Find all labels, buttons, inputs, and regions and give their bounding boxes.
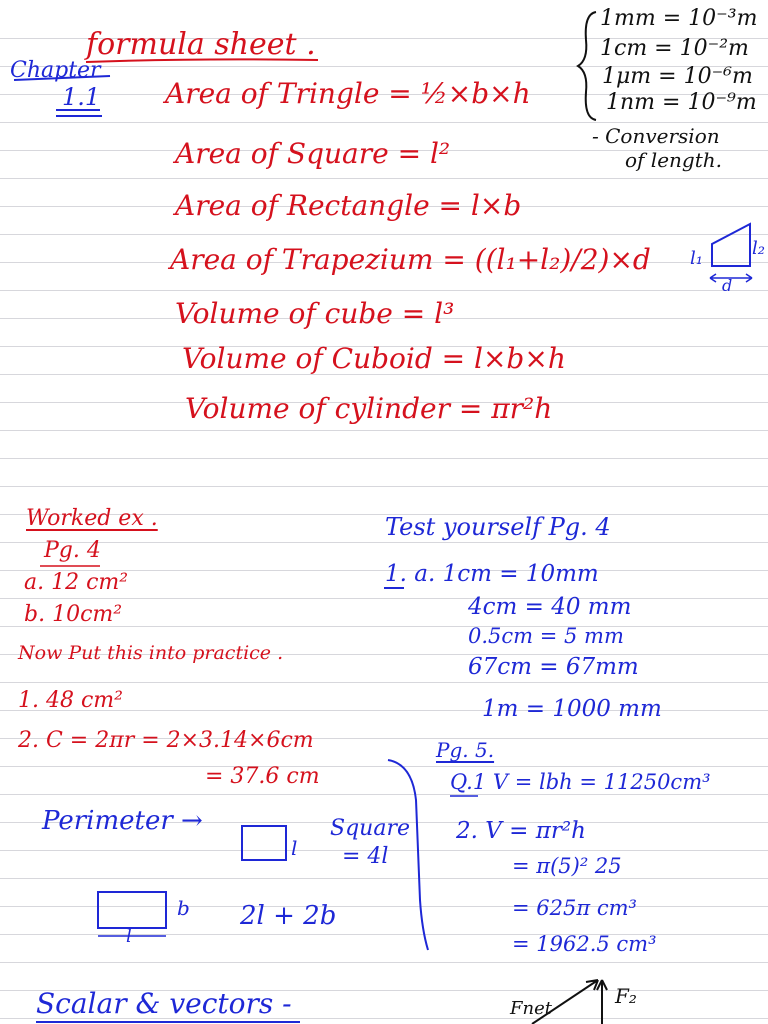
vector-f2-arrow-icon: [597, 980, 607, 1024]
conversion-nm: 1nm = 10⁻⁹m: [606, 90, 757, 115]
rectangle-formula: 2l + 2b: [240, 901, 337, 931]
square-formula: = 4l: [342, 844, 389, 869]
test-item-5: 1m = 1000 mm: [482, 696, 662, 722]
conversion-cm: 1cm = 10⁻²m: [600, 36, 749, 61]
practice-answer-2: 2. C = 2πr = 2×3.14×6cm: [18, 728, 314, 753]
formula-cuboid: Volume of Cuboid = l×b×h: [182, 342, 566, 375]
pg5-brace: [388, 760, 428, 950]
page-title: formula sheet .: [86, 27, 316, 62]
conversion-mm: 1mm = 10⁻³m: [600, 6, 758, 31]
test-item-3: 0.5cm = 5 mm: [468, 624, 624, 648]
rectangle-shape-icon: [98, 892, 166, 928]
formula-triangle: Area of Tringle = ½×b×h: [165, 77, 531, 110]
test-item-2: 4cm = 40 mm: [468, 594, 632, 620]
practice-answer-1: 1. 48 cm²: [18, 688, 123, 713]
square-side-label: l: [291, 836, 298, 860]
chapter-label: Chapter: [10, 58, 101, 83]
square-word: Square: [330, 816, 410, 841]
conversion-brace: [578, 12, 596, 120]
pg5-step-1: = π(5)² 25: [512, 854, 622, 878]
formula-cube: Volume of cube = l³: [175, 297, 455, 330]
test-item-4: 67cm = 67mm: [468, 654, 639, 680]
practice-heading: Now Put this into practice .: [18, 642, 284, 664]
practice-answer-2-result: = 37.6 cm: [205, 764, 320, 789]
test-item-1: 1. a. 1cm = 10mm: [385, 561, 599, 587]
trapezium-label-l2: l₂: [752, 238, 765, 259]
trapezium-shape-icon: [712, 224, 750, 266]
test-yourself-heading: Test yourself Pg. 4: [385, 513, 611, 541]
formula-cylinder: Volume of cylinder = πr²h: [185, 392, 553, 425]
conversion-caption-2: of length.: [625, 148, 722, 172]
rectangle-side-l: l: [126, 926, 132, 947]
worked-answer-b: b. 10cm²: [24, 602, 123, 627]
square-shape-icon: [242, 826, 286, 860]
formula-square: Area of Square = l²: [175, 137, 451, 170]
vector-f2-label: F₂: [615, 984, 637, 1008]
scalars-heading: Scalar & vectors -: [36, 987, 292, 1020]
formula-trapezium: Area of Trapezium = ((l₁+l₂)/2)×d: [170, 243, 651, 276]
trapezium-label-l1: l₁: [690, 248, 703, 269]
pg5-heading: Pg. 5.: [436, 738, 495, 762]
formula-rectangle: Area of Rectangle = l×b: [175, 189, 522, 222]
trapezium-label-d: d: [722, 276, 733, 295]
chapter-number: 1.1: [62, 83, 101, 111]
pg5-q2: 2. V = πr²h: [456, 818, 586, 844]
worked-page: Pg. 4: [44, 538, 101, 563]
pg5-step-3: = 1962.5 cm³: [512, 932, 657, 956]
perimeter-label: Perimeter →: [42, 806, 203, 836]
vector-fnet-label: Fnet: [510, 998, 552, 1019]
pg5-step-2: = 625π cm³: [512, 896, 637, 920]
pg5-q1: Q.1 V = lbh = 11250cm³: [450, 770, 711, 794]
conversion-caption: - Conversion: [592, 124, 720, 148]
worked-heading: Worked ex .: [26, 506, 158, 531]
worked-answer-a: a. 12 cm²: [24, 570, 129, 595]
conversion-um: 1μm = 10⁻⁶m: [602, 64, 753, 89]
rectangle-side-b: b: [177, 896, 190, 920]
